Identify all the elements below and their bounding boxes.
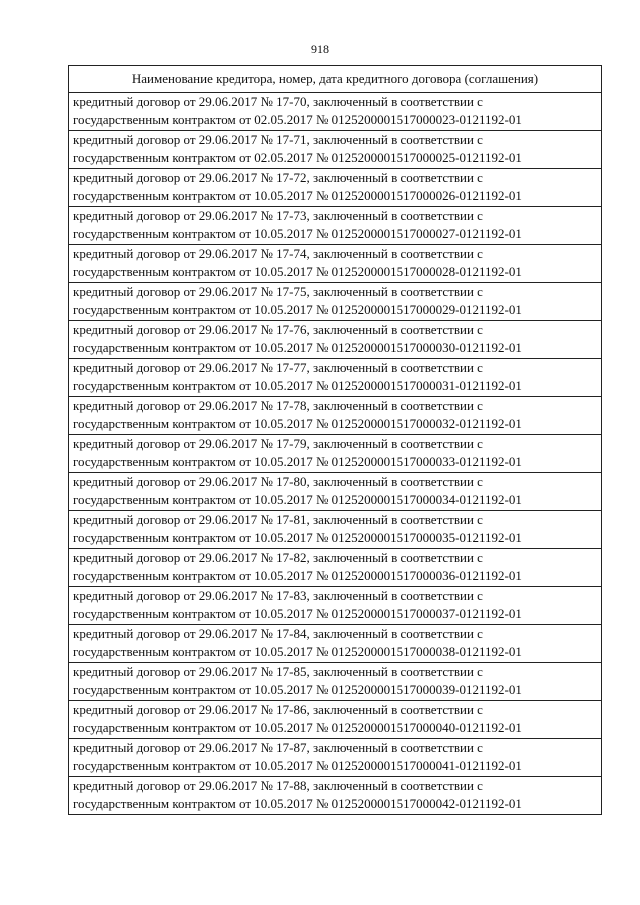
table-cell <box>69 397 602 435</box>
table-cell <box>69 663 602 701</box>
cell-line-2: государственным контрактом от 10.05.2017 № 0125200001517000042-0121192-01 <box>73 796 522 811</box>
cell-line-1: кредитный договор от 29.06.2017 № 17-70, заключенный в соответствии с <box>73 94 483 109</box>
table-row <box>69 549 602 587</box>
table-cell <box>69 435 602 473</box>
table-row <box>69 587 602 625</box>
cell-line-2: государственным контрактом от 10.05.2017 № 0125200001517000041-0121192-01 <box>73 758 522 773</box>
table-row <box>69 169 602 207</box>
table-row <box>69 663 602 701</box>
creditor-table <box>68 65 602 815</box>
table-cell <box>69 93 602 131</box>
cell-line-2: государственным контрактом от 10.05.2017 № 0125200001517000038-0121192-01 <box>73 644 522 659</box>
table-cell <box>69 511 602 549</box>
cell-line-1: кредитный договор от 29.06.2017 № 17-75, заключенный в соответствии с <box>73 284 483 299</box>
table-cell <box>69 473 602 511</box>
cell-line-2: государственным контрактом от 02.05.2017 № 0125200001517000023-0121192-01 <box>73 112 522 127</box>
cell-line-2: государственным контрактом от 10.05.2017 № 0125200001517000031-0121192-01 <box>73 378 522 393</box>
cell-line-2: государственным контрактом от 10.05.2017 № 0125200001517000037-0121192-01 <box>73 606 522 621</box>
table-cell <box>69 359 602 397</box>
table-cell <box>69 625 602 663</box>
cell-line-1: кредитный договор от 29.06.2017 № 17-79, заключенный в соответствии с <box>73 436 483 451</box>
table-cell <box>69 245 602 283</box>
table-row <box>69 777 602 815</box>
cell-line-2: государственным контрактом от 10.05.2017 № 0125200001517000033-0121192-01 <box>73 454 522 469</box>
table-body <box>69 93 602 815</box>
table-row <box>69 739 602 777</box>
table-cell <box>69 549 602 587</box>
table-cell <box>69 739 602 777</box>
cell-line-1: кредитный договор от 29.06.2017 № 17-77, заключенный в соответствии с <box>73 360 483 375</box>
cell-line-1: кредитный договор от 29.06.2017 № 17-76, заключенный в соответствии с <box>73 322 483 337</box>
cell-line-1: кредитный договор от 29.06.2017 № 17-71, заключенный в соответствии с <box>73 132 483 147</box>
cell-line-1: кредитный договор от 29.06.2017 № 17-86, заключенный в соответствии с <box>73 702 483 717</box>
table-row <box>69 511 602 549</box>
table-cell <box>69 283 602 321</box>
table-row <box>69 397 602 435</box>
table-cell <box>69 587 602 625</box>
table-row <box>69 93 602 131</box>
table-row <box>69 283 602 321</box>
cell-line-2: государственным контрактом от 10.05.2017 № 0125200001517000036-0121192-01 <box>73 568 522 583</box>
table-row <box>69 321 602 359</box>
table-row <box>69 473 602 511</box>
table-row <box>69 245 602 283</box>
table-row <box>69 701 602 739</box>
cell-line-1: кредитный договор от 29.06.2017 № 17-82, заключенный в соответствии с <box>73 550 483 565</box>
cell-line-2: государственным контрактом от 10.05.2017 № 0125200001517000026-0121192-01 <box>73 188 522 203</box>
cell-line-1: кредитный договор от 29.06.2017 № 17-87, заключенный в соответствии с <box>73 740 483 755</box>
cell-line-1: кредитный договор от 29.06.2017 № 17-88, заключенный в соответствии с <box>73 778 483 793</box>
cell-line-2: государственным контрактом от 10.05.2017 № 0125200001517000035-0121192-01 <box>73 530 522 545</box>
cell-line-2: государственным контрактом от 10.05.2017 № 0125200001517000039-0121192-01 <box>73 682 522 697</box>
table-cell <box>69 169 602 207</box>
cell-line-2: государственным контрактом от 10.05.2017 № 0125200001517000032-0121192-01 <box>73 416 522 431</box>
cell-line-2: государственным контрактом от 02.05.2017 № 0125200001517000025-0121192-01 <box>73 150 522 165</box>
cell-line-1: кредитный договор от 29.06.2017 № 17-83, заключенный в соответствии с <box>73 588 483 603</box>
cell-line-1: кредитный договор от 29.06.2017 № 17-78, заключенный в соответствии с <box>73 398 483 413</box>
cell-line-1: кредитный договор от 29.06.2017 № 17-74, заключенный в соответствии с <box>73 246 483 261</box>
table-row <box>69 207 602 245</box>
table-header-row <box>69 66 602 93</box>
cell-line-1: кредитный договор от 29.06.2017 № 17-81, заключенный в соответствии с <box>73 512 483 527</box>
cell-line-2: государственным контрактом от 10.05.2017 № 0125200001517000040-0121192-01 <box>73 720 522 735</box>
table-cell <box>69 701 602 739</box>
table-row <box>69 435 602 473</box>
cell-line-2: государственным контрактом от 10.05.2017 № 0125200001517000027-0121192-01 <box>73 226 522 241</box>
cell-line-2: государственным контрактом от 10.05.2017 № 0125200001517000029-0121192-01 <box>73 302 522 317</box>
cell-line-1: кредитный договор от 29.06.2017 № 17-84, заключенный в соответствии с <box>73 626 483 641</box>
column-header: Наименование кредитора, номер, дата кредитного договора (соглашения) <box>69 66 602 93</box>
table-cell <box>69 777 602 815</box>
table-row <box>69 359 602 397</box>
cell-line-1: кредитный договор от 29.06.2017 № 17-85, заключенный в соответствии с <box>73 664 483 679</box>
table-cell <box>69 131 602 169</box>
page-number: 918 <box>311 42 329 56</box>
table-row <box>69 131 602 169</box>
cell-line-1: кредитный договор от 29.06.2017 № 17-72, заключенный в соответствии с <box>73 170 483 185</box>
table-row <box>69 625 602 663</box>
cell-line-2: государственным контрактом от 10.05.2017 № 0125200001517000034-0121192-01 <box>73 492 522 507</box>
table-cell <box>69 207 602 245</box>
cell-line-1: кредитный договор от 29.06.2017 № 17-80, заключенный в соответствии с <box>73 474 483 489</box>
cell-line-1: кредитный договор от 29.06.2017 № 17-73, заключенный в соответствии с <box>73 208 483 223</box>
cell-line-2: государственным контрактом от 10.05.2017 № 0125200001517000030-0121192-01 <box>73 340 522 355</box>
cell-line-2: государственным контрактом от 10.05.2017 № 0125200001517000028-0121192-01 <box>73 264 522 279</box>
table-cell <box>69 321 602 359</box>
